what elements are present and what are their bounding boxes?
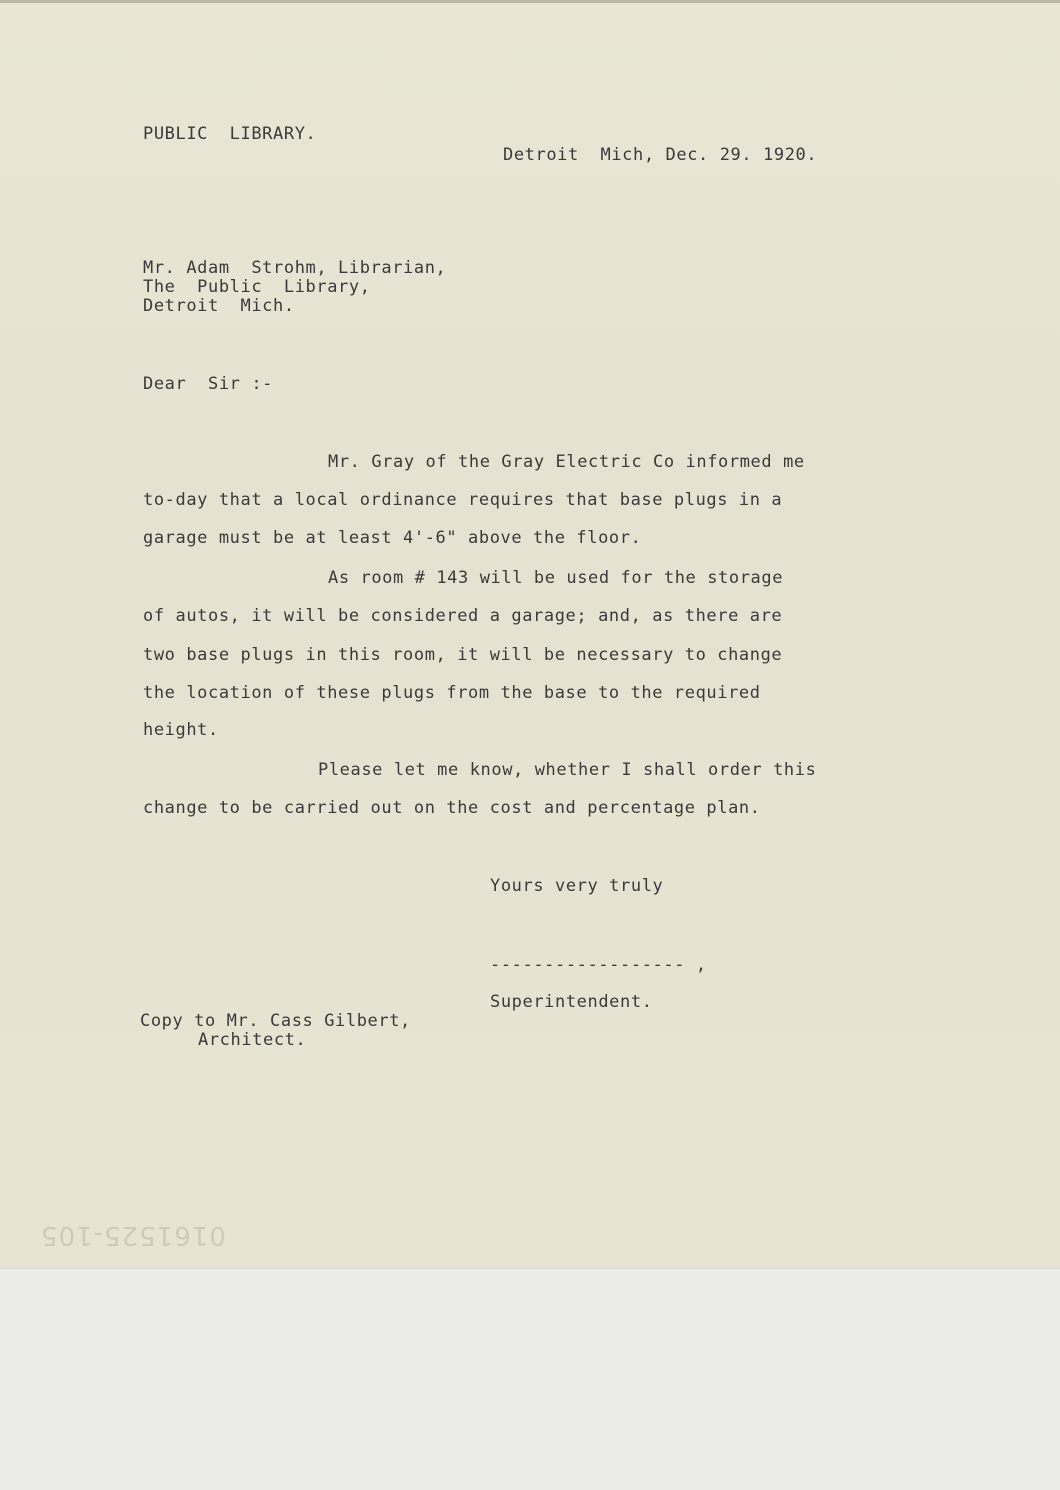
body-line: change to be carried out on the cost and percentage plan. <box>143 798 761 818</box>
signature-title: Superintendent. <box>490 992 653 1012</box>
signature-line: ------------------ , <box>490 955 707 975</box>
salutation: Dear Sir :- <box>143 374 274 394</box>
copy-to-line: Architect. <box>198 1030 307 1050</box>
body-line: garage must be at least 4'-6" above the floor. <box>143 528 642 548</box>
body-line: height. <box>143 720 219 740</box>
body-line: two base plugs in this room, it will be necessary to change <box>143 645 783 665</box>
body-line: to-day that a local ordinance requires that base plugs in a <box>143 490 783 510</box>
body-line: the location of these plugs from the base to the required <box>143 683 761 703</box>
body-line: of autos, it will be considered a garage; and, as there are <box>143 606 783 626</box>
date-line: Detroit Mich, Dec. 29. 1920. <box>503 145 818 165</box>
recipient-line: The Public Library, <box>143 277 371 297</box>
archive-stamp: 0161525-105 <box>40 1220 226 1250</box>
copy-to-line: Copy to Mr. Cass Gilbert, <box>140 1011 411 1031</box>
body-line: As room # 143 will be used for the storage <box>328 568 784 588</box>
body-line: Mr. Gray of the Gray Electric Co informed me <box>328 452 805 472</box>
recipient-line: Detroit Mich. <box>143 296 295 316</box>
closing: Yours very truly <box>490 876 664 896</box>
recipient-line: Mr. Adam Strohm, Librarian, <box>143 258 447 278</box>
letterhead: PUBLIC LIBRARY. <box>143 124 317 144</box>
body-line: Please let me know, whether I shall order this <box>318 760 817 780</box>
